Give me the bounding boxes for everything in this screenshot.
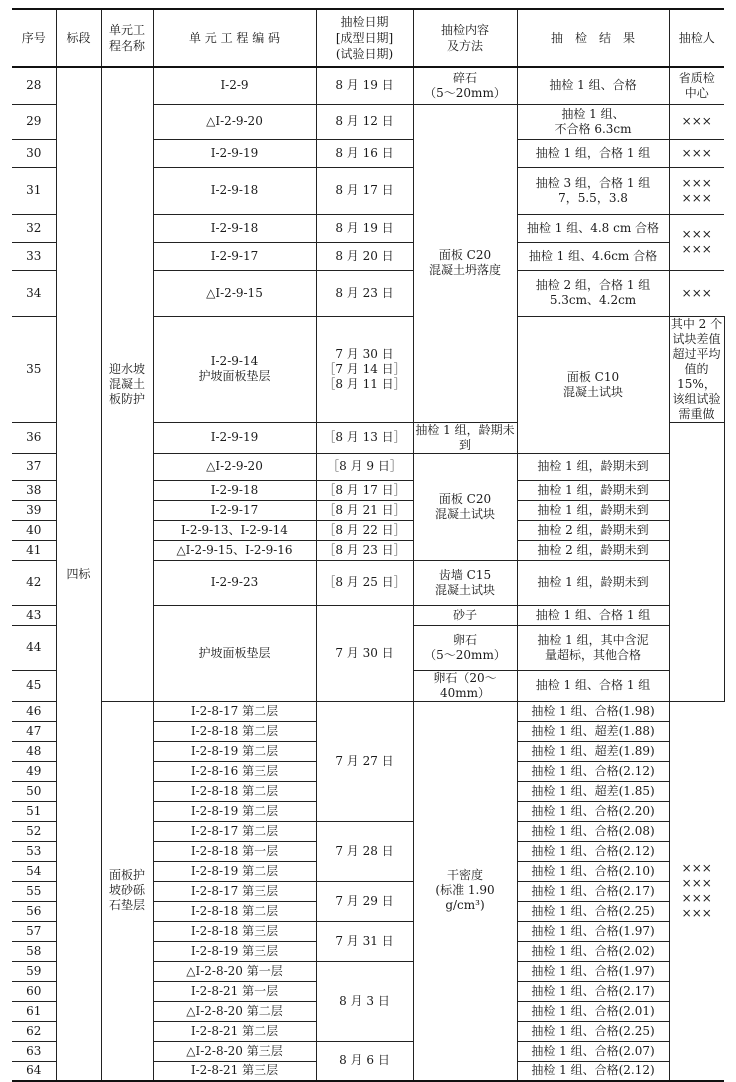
inspector: 省质检 中心 bbox=[669, 67, 724, 104]
unit-code: Ⅰ-2-8-17 第二层 bbox=[153, 821, 316, 841]
result: 抽检 2 组，龄期未到 bbox=[517, 540, 669, 560]
row-no: 34 bbox=[12, 270, 56, 316]
row-no: 28 bbox=[12, 67, 56, 104]
unit-code: △Ⅰ-2-8-20 第一层 bbox=[153, 961, 316, 981]
section-cell: 四标 bbox=[56, 67, 101, 1081]
content: 面板 C10 混凝土试块 bbox=[517, 316, 669, 453]
unit-code: I-2-9-18 bbox=[153, 480, 316, 500]
result: 抽检 1 组，龄期未到 bbox=[517, 453, 669, 480]
result: 抽检 1 组、超差(1.89) bbox=[517, 741, 669, 761]
result: 抽检 1 组、合格(2.17) bbox=[517, 981, 669, 1001]
table-row bbox=[12, 67, 724, 104]
row-no: 35 bbox=[12, 316, 56, 422]
unit-code: Ⅰ-2-8-18 第二层 bbox=[153, 901, 316, 921]
row-no: 43 bbox=[12, 605, 56, 625]
result: 抽检 1 组、超差(1.88) bbox=[517, 721, 669, 741]
content: 卵石（20～40mm） bbox=[413, 670, 517, 701]
unit-code: I-2-9-17 bbox=[153, 500, 316, 520]
unit-code: △Ⅰ-2-9-20 bbox=[153, 104, 316, 139]
row-no: 46 bbox=[12, 701, 56, 721]
unit-code: Ⅰ-2-9-23 bbox=[153, 560, 316, 605]
unit-code: Ⅰ-2-8-21 第三层 bbox=[153, 1061, 316, 1081]
header-seq: 序号 bbox=[12, 9, 56, 67]
row-no: 61 bbox=[12, 1001, 56, 1021]
row-no: 50 bbox=[12, 781, 56, 801]
date: 8 月 3 日 bbox=[316, 961, 413, 1041]
inspector: ××× ××× bbox=[669, 167, 724, 214]
date: 8 月 23 日 bbox=[316, 270, 413, 316]
date: 7 月 30 日 ［7 月 14 日］ ［8 月 11 日］ bbox=[316, 316, 413, 422]
row-no: 60 bbox=[12, 981, 56, 1001]
date: 7 月 29 日 bbox=[316, 881, 413, 921]
result: 抽检 1 组、合格(2.20) bbox=[517, 801, 669, 821]
row-no: 58 bbox=[12, 941, 56, 961]
date: ［8 月 23 日］ bbox=[316, 540, 413, 560]
result: 抽检 1 组、合格 1 组 bbox=[517, 605, 669, 625]
date: 8 月 17 日 bbox=[316, 167, 413, 214]
header-unit-code: 单 元 工 程 编 码 bbox=[153, 9, 316, 67]
row-no: 62 bbox=[12, 1021, 56, 1041]
result: 抽检 1 组，龄期未到 bbox=[413, 422, 517, 453]
result: 抽检 1 组、 不合格 6.3cm bbox=[517, 104, 669, 139]
result: 抽检 1 组、合格(2.10) bbox=[517, 861, 669, 881]
result: 抽检 1 组、合格(1.98) bbox=[517, 701, 669, 721]
unit-code: Ⅰ-2-8-16 第三层 bbox=[153, 761, 316, 781]
unit-code: I-2-9-19 bbox=[153, 422, 316, 453]
row-no: 48 bbox=[12, 741, 56, 761]
unit-code: I-2-9 bbox=[153, 67, 316, 104]
row-no: 56 bbox=[12, 901, 56, 921]
row-no: 51 bbox=[12, 801, 56, 821]
unit-code: Ⅰ-2-8-18 第三层 bbox=[153, 921, 316, 941]
row-no: 32 bbox=[12, 214, 56, 242]
unit-code: Ⅰ-2-8-19 第二层 bbox=[153, 741, 316, 761]
unit-name-slope: 迎水坡 混凝土 板防护 bbox=[101, 67, 153, 701]
row-no: 42 bbox=[12, 560, 56, 605]
content: 干密度 (标准 1.90 g/cm³) bbox=[413, 701, 517, 1081]
row-no: 38 bbox=[12, 480, 56, 500]
result: 抽检 1 组、合格(2.12) bbox=[517, 761, 669, 781]
row-no: 31 bbox=[12, 167, 56, 214]
unit-code: Ⅰ-2-9-18 bbox=[153, 167, 316, 214]
row-no: 41 bbox=[12, 540, 56, 560]
content: 卵石 （5～20mm） bbox=[413, 625, 517, 670]
unit-code: △I-2-9-20 bbox=[153, 453, 316, 480]
row-no: 63 bbox=[12, 1041, 56, 1061]
date: 8 月 20 日 bbox=[316, 242, 413, 270]
result: 抽检 1 组、合格 1 组 bbox=[517, 670, 669, 701]
unit-code: 护坡面板垫层 bbox=[153, 605, 316, 701]
result: 抽检 1 组、合格(2.07) bbox=[517, 1041, 669, 1061]
result: 其中 2 个试块差值 超过平均值的 15%， 该组试验需重做 bbox=[670, 316, 723, 421]
header-content: 抽检内容 及方法 bbox=[413, 9, 517, 67]
unit-code: Ⅰ-2-8-19 第二层 bbox=[153, 861, 316, 881]
unit-code: Ⅰ-2-8-18 第一层 bbox=[153, 841, 316, 861]
header-unit-name: 单元工 程名称 bbox=[101, 9, 153, 67]
header-section: 标段 bbox=[56, 9, 101, 67]
row-no: 49 bbox=[12, 761, 56, 781]
date: ［8 月 21 日］ bbox=[316, 500, 413, 520]
result: 抽检 3 组，合格 1 组 7，5.5，3.8 bbox=[517, 167, 669, 214]
content: 碎石 （5～20mm） bbox=[413, 67, 517, 104]
result: 抽检 1 组，龄期未到 bbox=[517, 560, 669, 605]
row-no: 40 bbox=[12, 520, 56, 540]
date: 8 月 19 日 bbox=[316, 214, 413, 242]
inspection-table bbox=[12, 8, 724, 1082]
date: ［8 月 17 日］ bbox=[316, 480, 413, 500]
row-no: 52 bbox=[12, 821, 56, 841]
unit-code: Ⅰ-2-8-18 第二层 bbox=[153, 781, 316, 801]
date: ［8 月 22 日］ bbox=[316, 520, 413, 540]
content: 砂子 bbox=[413, 605, 517, 625]
date: 8 月 19 日 bbox=[316, 67, 413, 104]
result: 抽检 1 组、合格(2.25) bbox=[517, 901, 669, 921]
result: 抽检 1 组、合格(2.25) bbox=[517, 1021, 669, 1041]
header-inspector: 抽检人 bbox=[669, 9, 724, 67]
unit-code: Ⅰ-2-9-19 bbox=[153, 139, 316, 167]
result: 抽检 1 组、合格(2.08) bbox=[517, 821, 669, 841]
result: 抽检 2 组，合格 1 组 5.3cm、4.2cm bbox=[517, 270, 669, 316]
result: 抽检 1 组、合格(2.17) bbox=[517, 881, 669, 901]
unit-code: Ⅰ-2-9-17 bbox=[153, 242, 316, 270]
header-row bbox=[12, 9, 724, 67]
result: 抽检 1 组，合格 1 组 bbox=[517, 139, 669, 167]
result: 抽检 1 组、合格 bbox=[517, 67, 669, 104]
unit-code: Ⅰ-2-9-13、Ⅰ-2-9-14 bbox=[153, 520, 316, 540]
row-no: 45 bbox=[12, 670, 56, 701]
result: 抽检 1 组、合格(2.12) bbox=[517, 1061, 669, 1081]
header-date: 抽检日期 [成型日期] (试验日期) bbox=[316, 9, 413, 67]
result: 抽检 1 组、4.8 cm 合格 bbox=[517, 214, 669, 242]
unit-code: Ⅰ-2-8-21 第二层 bbox=[153, 1021, 316, 1041]
unit-code: △Ⅰ-2-9-15 bbox=[153, 270, 316, 316]
header-result: 抽 检 结 果 bbox=[517, 9, 669, 67]
result: 抽检 2 组，龄期未到 bbox=[517, 520, 669, 540]
unit-code: △Ⅰ-2-8-20 第三层 bbox=[153, 1041, 316, 1061]
unit-code: Ⅰ-2-8-18 第二层 bbox=[153, 721, 316, 741]
date: 8 月 6 日 bbox=[316, 1041, 413, 1081]
result: 抽检 1 组，其中含泥 量超标，其他合格 bbox=[517, 625, 669, 670]
row-no: 54 bbox=[12, 861, 56, 881]
content: 面板 C20 混凝土试块 bbox=[413, 453, 517, 560]
date: 7 月 27 日 bbox=[316, 701, 413, 821]
row-no: 36 bbox=[12, 422, 56, 453]
result: 抽检 1 组、4.6cm 合格 bbox=[517, 242, 669, 270]
inspector: ××× bbox=[669, 270, 724, 316]
result: 抽检 1 组，龄期未到 bbox=[517, 500, 669, 520]
date: ［8 月 13 日］ bbox=[316, 422, 413, 453]
row-no: 39 bbox=[12, 500, 56, 520]
unit-code: Ⅰ-2-8-17 第三层 bbox=[153, 881, 316, 901]
inspector: ××× ××× ××× ××× bbox=[669, 701, 724, 1081]
unit-code: △Ⅰ-2-9-15、Ⅰ-2-9-16 bbox=[153, 540, 316, 560]
row-no: 64 bbox=[12, 1061, 56, 1081]
result: 抽检 1 组，龄期未到 bbox=[517, 480, 669, 500]
unit-code: Ⅰ-2-9-14 护坡面板垫层 bbox=[153, 316, 316, 422]
inspector: ××× bbox=[669, 104, 724, 139]
date: 7 月 30 日 bbox=[316, 605, 413, 701]
unit-name-gravel: 面板护 坡砂砾 石垫层 bbox=[101, 701, 153, 1081]
row-no: 47 bbox=[12, 721, 56, 741]
result: 抽检 1 组、超差(1.85) bbox=[517, 781, 669, 801]
row-no: 57 bbox=[12, 921, 56, 941]
content: 齿墙 C15 混凝土试块 bbox=[413, 560, 517, 605]
date: ［8 月 25 日］ bbox=[316, 560, 413, 605]
result: 抽检 1 组、合格(2.01) bbox=[517, 1001, 669, 1021]
unit-code: Ⅰ-2-8-19 第三层 bbox=[153, 941, 316, 961]
unit-code: Ⅰ-2-8-21 第一层 bbox=[153, 981, 316, 1001]
date: 8 月 12 日 bbox=[316, 104, 413, 139]
result: 抽检 1 组、合格(2.02) bbox=[517, 941, 669, 961]
row-no: 29 bbox=[12, 104, 56, 139]
unit-code: Ⅰ-2-8-17 第二层 bbox=[153, 701, 316, 721]
content: 面板 C20 混凝土坍落度 bbox=[413, 104, 517, 422]
row-no: 33 bbox=[12, 242, 56, 270]
date: ［8 月 9 日］ bbox=[316, 453, 413, 480]
result: 抽检 1 组、合格(1.97) bbox=[517, 921, 669, 941]
row-no: 30 bbox=[12, 139, 56, 167]
row-no: 37 bbox=[12, 453, 56, 480]
inspector: ××× ××× bbox=[669, 214, 724, 270]
date: 7 月 28 日 bbox=[316, 821, 413, 881]
row-no: 55 bbox=[12, 881, 56, 901]
date: 8 月 16 日 bbox=[316, 139, 413, 167]
result: 抽检 1 组、合格(1.97) bbox=[517, 961, 669, 981]
unit-code: Ⅰ-2-9-18 bbox=[153, 214, 316, 242]
result: 抽检 1 组、合格(2.12) bbox=[517, 841, 669, 861]
inspector: ××× bbox=[669, 139, 724, 167]
date: 7 月 31 日 bbox=[316, 921, 413, 961]
unit-code: △Ⅰ-2-8-20 第二层 bbox=[153, 1001, 316, 1021]
unit-code: Ⅰ-2-8-19 第二层 bbox=[153, 801, 316, 821]
row-no: 59 bbox=[12, 961, 56, 981]
table-row bbox=[12, 701, 724, 721]
row-no: 53 bbox=[12, 841, 56, 861]
row-no: 44 bbox=[12, 625, 56, 670]
inspection-table-container bbox=[12, 8, 724, 1082]
